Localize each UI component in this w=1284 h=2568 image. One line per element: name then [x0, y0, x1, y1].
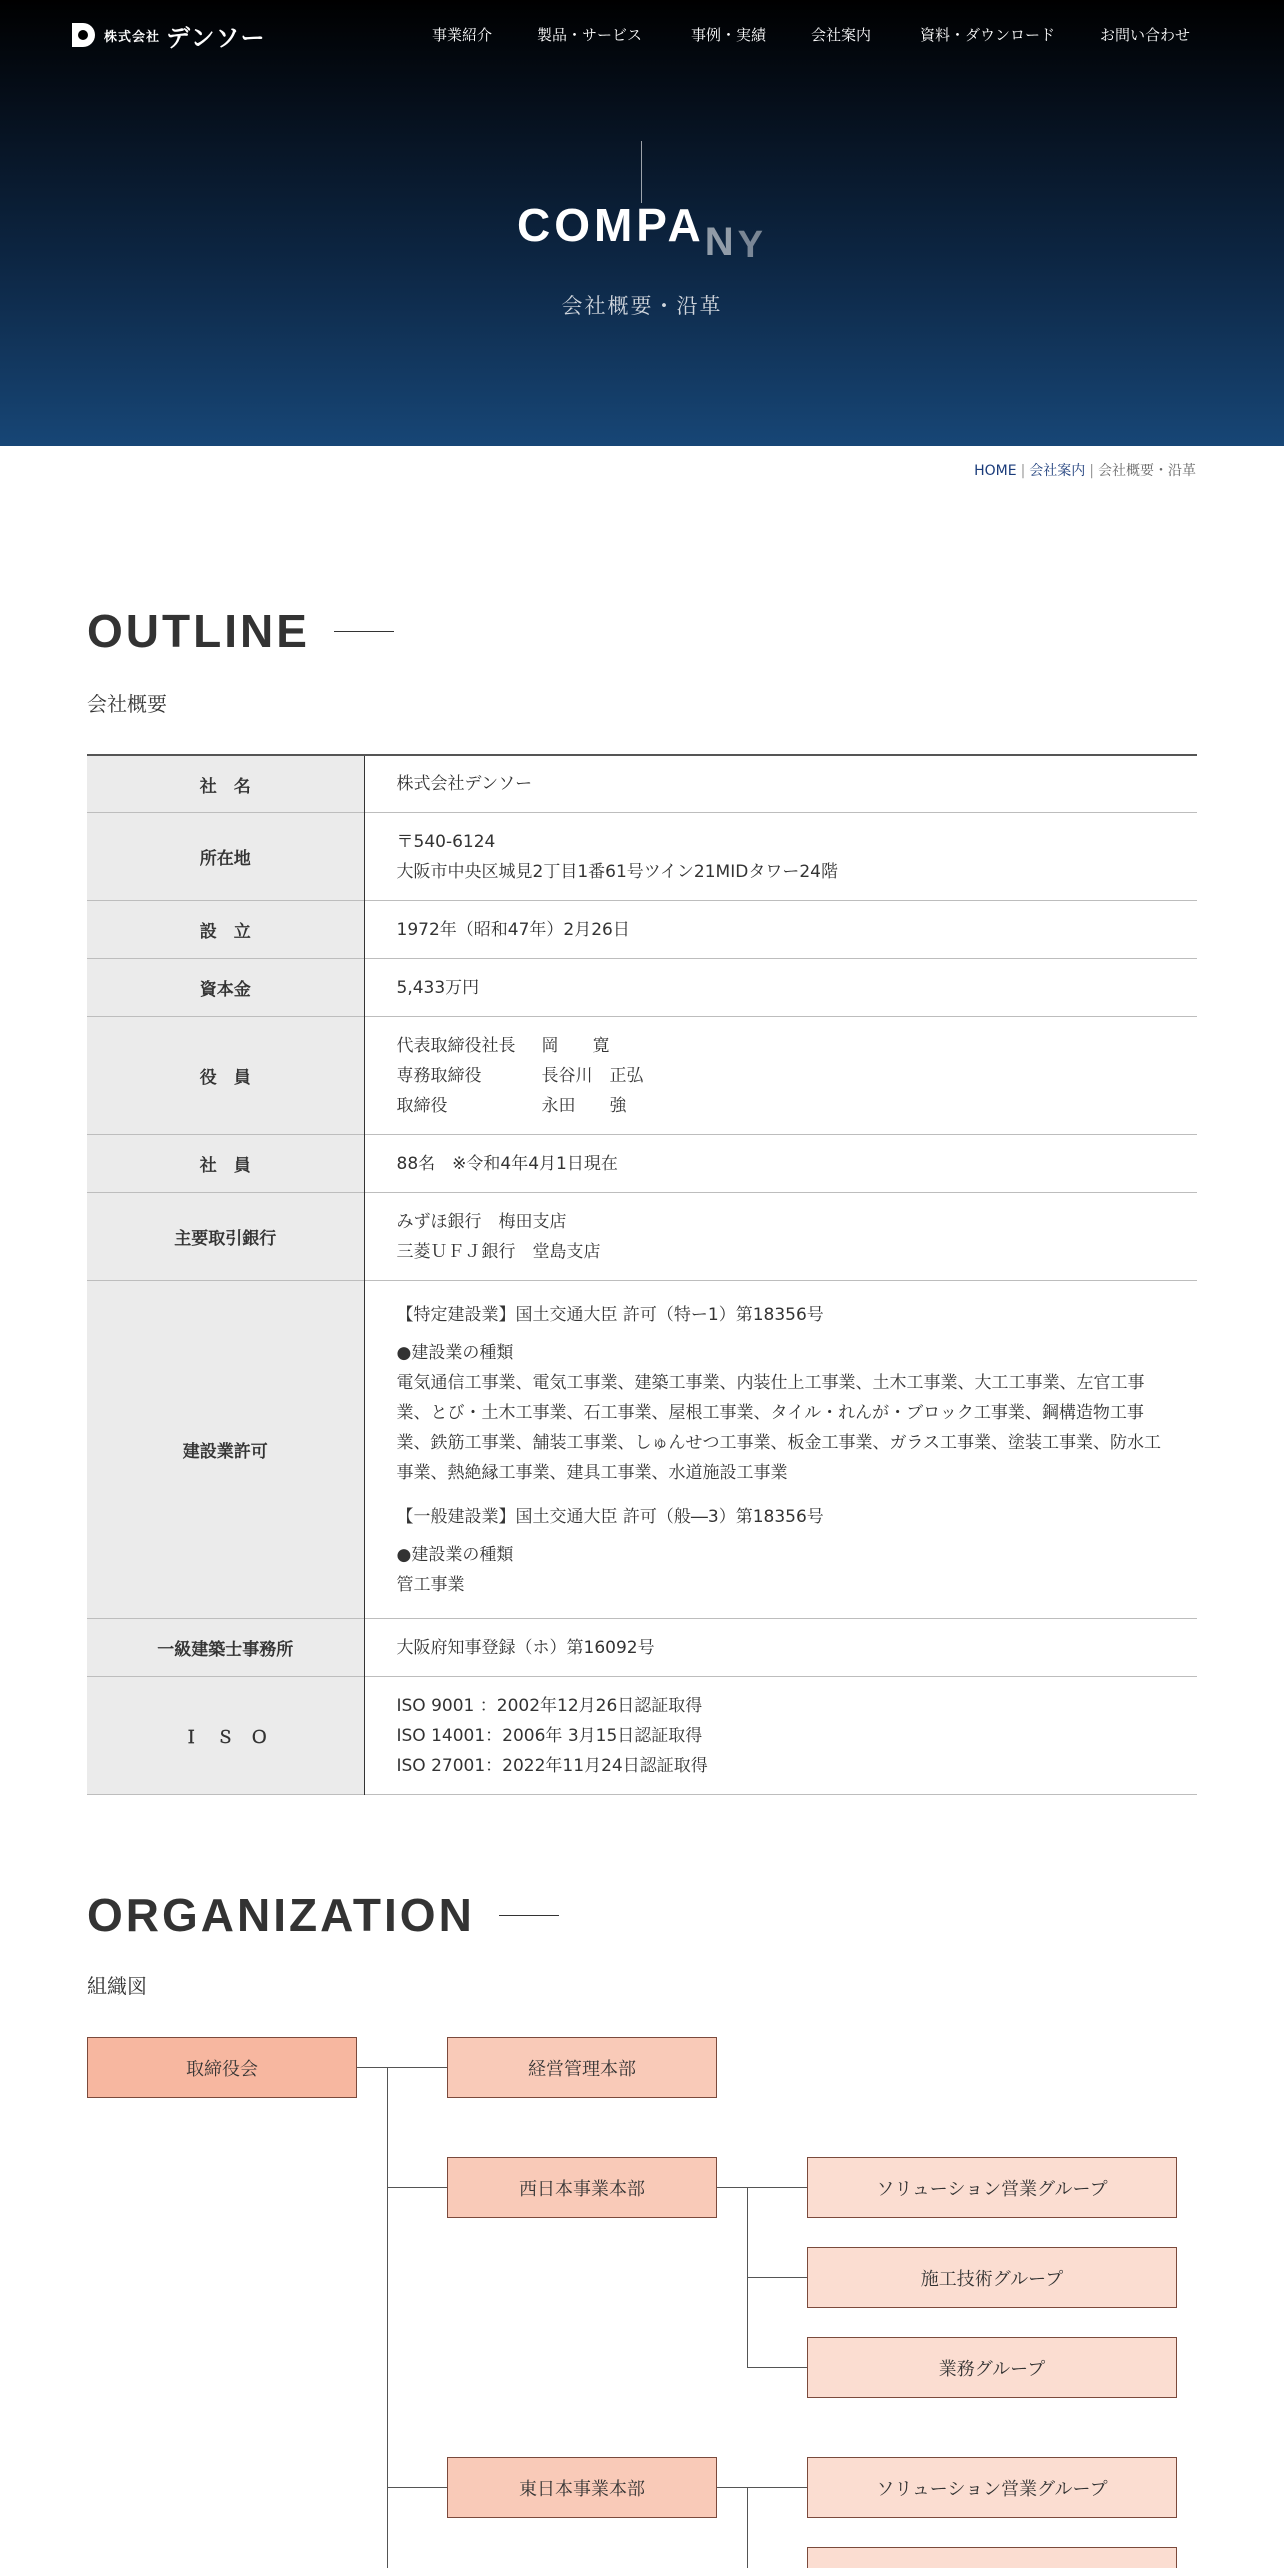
org-connector — [387, 2487, 447, 2488]
nav-item-business[interactable]: 事業紹介 — [432, 26, 493, 44]
hero-banner — [0, 0, 1284, 446]
hero-title-main: COMPA — [516, 199, 705, 251]
org-west-division: 西日本事業本部 — [447, 2157, 717, 2218]
row-value: みずほ銀行 梅田支店 三菱ＵＦＪ銀行 堂島支店 — [396, 1211, 601, 1262]
row-value: 【特定建設業】国土交通大臣 許可（特ー1）第18356号 ●建設業の種類 電気通信工事業、電気工事業、建築工事業、内装仕上工事業、土木工事業、大工工事業、左官工事業、とび・土木工事業、石工事業、屋根工事業、タイル・れんが・ブロック工事業、鋼構造物工事業、鉄筋工事業、舗装工事業、しゅんせつ工事業、板金工事業、ガラス工事業、塗装工事業、防水工事業、熱絶縁工事業、建具工事業、水道施設工事業 【一般建設業】国土交通大臣 許可（般―3）第18356号 ●建設業の種類 管工事業 — [396, 1304, 1161, 1595]
org-board: 取締役会 — [87, 2037, 357, 2098]
breadcrumb-separator: | — [1020, 463, 1026, 479]
hero-subtitle: 会社概要・沿革 — [561, 294, 723, 318]
outline-subtitle: 会社概要 — [87, 692, 167, 716]
row-label: 主要取引銀行 — [87, 1193, 364, 1281]
row-value: 株式会社デンソー — [396, 774, 533, 794]
row-label: 社 員 — [87, 1135, 364, 1193]
table-row — [87, 1193, 1197, 1281]
global-nav — [432, 24, 1232, 48]
org-connector — [387, 2067, 388, 2568]
breadcrumb — [974, 460, 1196, 480]
org-east-solution-group: ソリューション営業グループ — [807, 2457, 1177, 2518]
breadcrumb-company[interactable]: 会社案内 — [1029, 463, 1086, 479]
nav-item-cases[interactable]: 事例・実績 — [691, 26, 767, 44]
outline-heading — [87, 604, 394, 658]
org-connector — [387, 2187, 447, 2188]
heading-rule — [334, 631, 394, 632]
row-label: 社 名 — [87, 755, 364, 813]
logo-mark-icon — [70, 22, 98, 48]
organization-heading — [87, 1888, 559, 1942]
organization-subtitle: 組織図 — [87, 1974, 147, 1998]
nav-item-products[interactable]: 製品・サービス — [537, 26, 643, 44]
hero-title-letter-y: Y — [737, 224, 768, 266]
nav-item-company[interactable]: 会社案内 — [811, 26, 872, 44]
table-row — [87, 1677, 1197, 1795]
org-east-next-group — [807, 2547, 1177, 2568]
row-value: ISO 9001 ：2002年12月26日認証取得 ISO 14001：2006年 3月15日認証取得 ISO 27001：2022年11月24日認証取得 — [396, 1695, 708, 1776]
row-label: 所在地 — [87, 813, 364, 901]
table-row — [87, 755, 1197, 813]
org-connector — [747, 2277, 807, 2278]
org-west-operations-group: 業務グループ — [807, 2337, 1177, 2398]
hero-title — [0, 198, 1284, 266]
breadcrumb-home[interactable]: HOME — [974, 463, 1017, 479]
table-row — [87, 1281, 1197, 1619]
table-row — [87, 959, 1197, 1017]
org-connector — [717, 2187, 807, 2188]
row-value: 1972年（昭和47年）2月26日 — [396, 919, 630, 940]
row-label: 一級建築士事務所 — [87, 1619, 364, 1677]
row-label: 資本金 — [87, 959, 364, 1017]
org-west-construction-group: 施工技術グループ — [807, 2247, 1177, 2308]
outline-title: OUTLINE — [87, 605, 310, 657]
heading-rule — [499, 1915, 559, 1916]
table-row — [87, 813, 1197, 901]
logo-text-main: デンソー — [166, 23, 266, 52]
breadcrumb-separator: | — [1089, 463, 1094, 479]
organization-title: ORGANIZATION — [87, 1889, 475, 1941]
nav-item-contact[interactable]: お問い合わせ — [1100, 26, 1191, 44]
table-row — [87, 1619, 1197, 1677]
row-label: 設 立 — [87, 901, 364, 959]
row-label: 建設業許可 — [87, 1281, 364, 1619]
site-logo[interactable] — [70, 20, 266, 50]
nav-item-downloads[interactable]: 資料・ダウンロード — [920, 26, 1056, 44]
org-mgmt-division: 経営管理本部 — [447, 2037, 717, 2098]
org-connector — [747, 2487, 748, 2568]
row-label: Ｉ Ｓ Ｏ — [87, 1677, 364, 1795]
row-value: 大阪府知事登録（ホ）第16092号 — [396, 1637, 655, 1658]
org-east-division: 東日本事業本部 — [447, 2457, 717, 2518]
org-connector — [747, 2367, 807, 2368]
row-value: 5,433万円 — [396, 977, 480, 998]
table-row — [87, 901, 1197, 959]
table-row — [87, 1135, 1197, 1193]
org-connector — [357, 2067, 447, 2068]
breadcrumb-current: 会社概要・沿革 — [1098, 463, 1196, 479]
row-label: 役 員 — [87, 1017, 364, 1135]
row-value: 代表取締役社長 岡 寛 専務取締役 長谷川 正弘 取締役 永田 強 — [396, 1035, 644, 1116]
company-outline-table — [87, 754, 1197, 1795]
hero-title-letter-n: N — [704, 220, 738, 264]
row-value: 88名 ※令和4年4月1日現在 — [396, 1153, 618, 1174]
table-row — [87, 1017, 1197, 1135]
row-value: 〒540-6124 大阪市中央区城見2丁目1番61号ツイン21MIDタワー24階 — [396, 831, 838, 882]
hero-divider-line — [641, 141, 642, 203]
org-west-solution-group: ソリューション営業グループ — [807, 2157, 1177, 2218]
org-connector — [717, 2487, 807, 2488]
logo-text-small: 株式会社 — [104, 29, 161, 45]
